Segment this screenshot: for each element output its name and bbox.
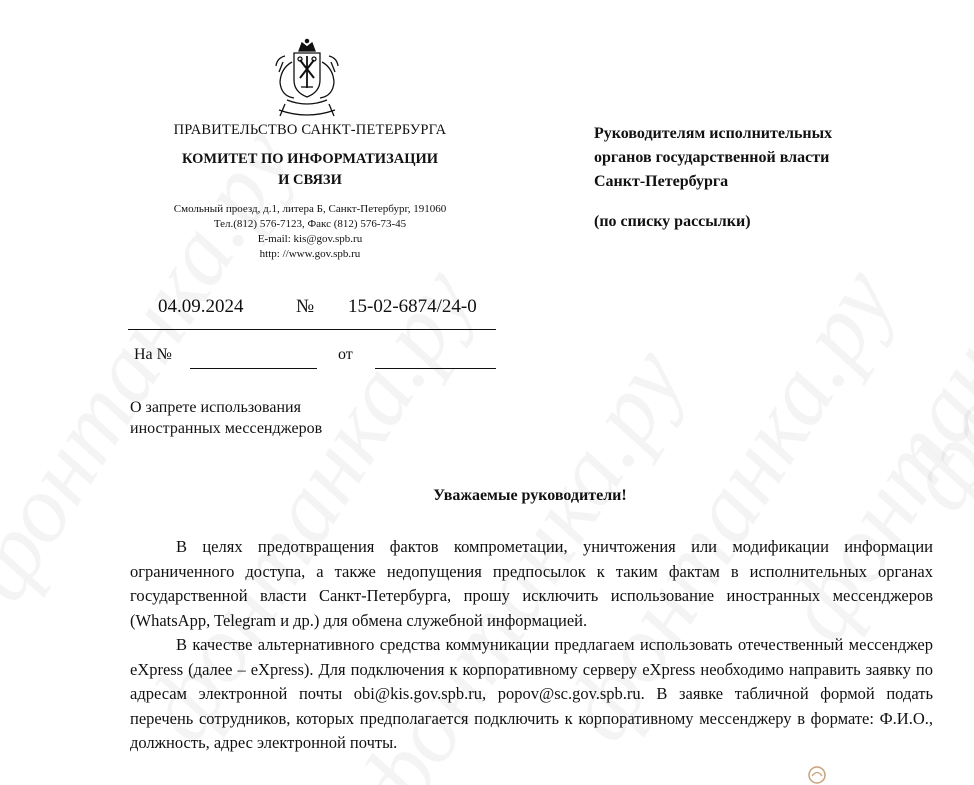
registration-number: 15-02-6874/24-0 — [348, 296, 477, 317]
reference-from-label: от — [338, 346, 353, 363]
reference-date-blank — [375, 368, 496, 369]
committee-name-line2: И СВЯЗИ — [278, 172, 342, 188]
phone-fax: Тел.(812) 576-7123, Факс (812) 576-73-45 — [213, 218, 407, 230]
subject-line1: О запрете использования — [130, 399, 301, 416]
paragraph-1: В целях предотвращения фактов компрометации, уничтожения или модификации информации ограниченного доступа, а также недопущения предпосылок к таким фактам в исполнительных органах государственной власти Санкт-Петербурга, прошу исключить использование иностранных мессенджеров (WhatsApp, Telegram и др.) для обмена служебной информацией. — [130, 537, 933, 630]
address: Смольный проезд, д.1, литера Б, Санкт-Петербург, 191060 — [173, 203, 447, 215]
registration-date: 04.09.2024 — [158, 296, 244, 317]
salutation: Уважаемые руководители! — [433, 487, 627, 504]
reference-number-blank — [190, 368, 317, 369]
recipient-line2: органов государственной власти — [594, 149, 830, 166]
committee-name-line1: КОМИТЕТ ПО ИНФОРМАТИЗАЦИИ — [181, 151, 439, 167]
reference-label: На № — [134, 346, 172, 363]
website: http: //www.gov.spb.ru — [259, 248, 361, 260]
government-name: ПРАВИТЕЛЬСТВО САНКТ-ПЕТЕРБУРГА — [173, 122, 447, 138]
coat-of-arms-icon — [271, 38, 343, 120]
recipient-line1: Руководителям исполнительных — [594, 125, 833, 142]
letter-body — [130, 535, 933, 756]
watermark-logo-icon — [806, 764, 828, 784]
subject — [130, 397, 322, 439]
contact-block — [120, 202, 500, 262]
recipient-line3: Санкт-Петербурга — [594, 173, 729, 190]
recipient-block — [594, 122, 832, 194]
subject-line2: иностранных мессенджеров — [130, 420, 323, 437]
committee-name — [120, 149, 500, 191]
distribution-note: (по списку рассылки) — [594, 213, 751, 230]
email: E-mail: kis@gov.spb.ru — [257, 233, 363, 245]
watermark-text — [880, 18, 974, 528]
number-sign: № — [296, 296, 315, 317]
paragraph-2: В качестве альтернативного средства коммуникации предлагаем использовать отечественный мессенджер eXpress (далее – eXpress). Для подключения к корпоративному серверу eXpress необходимо направить заявку по адресам электронной почты obi@kis.gov.spb.ru, popov@sc.gov.spb.ru. В заявке табличной формой подать перечень сотрудников, которых предполагается подключить к корпоративному мессенджеру в формате: Ф.И.О., должность, адрес электронной почты. — [130, 635, 933, 752]
registration-underline — [128, 329, 496, 330]
